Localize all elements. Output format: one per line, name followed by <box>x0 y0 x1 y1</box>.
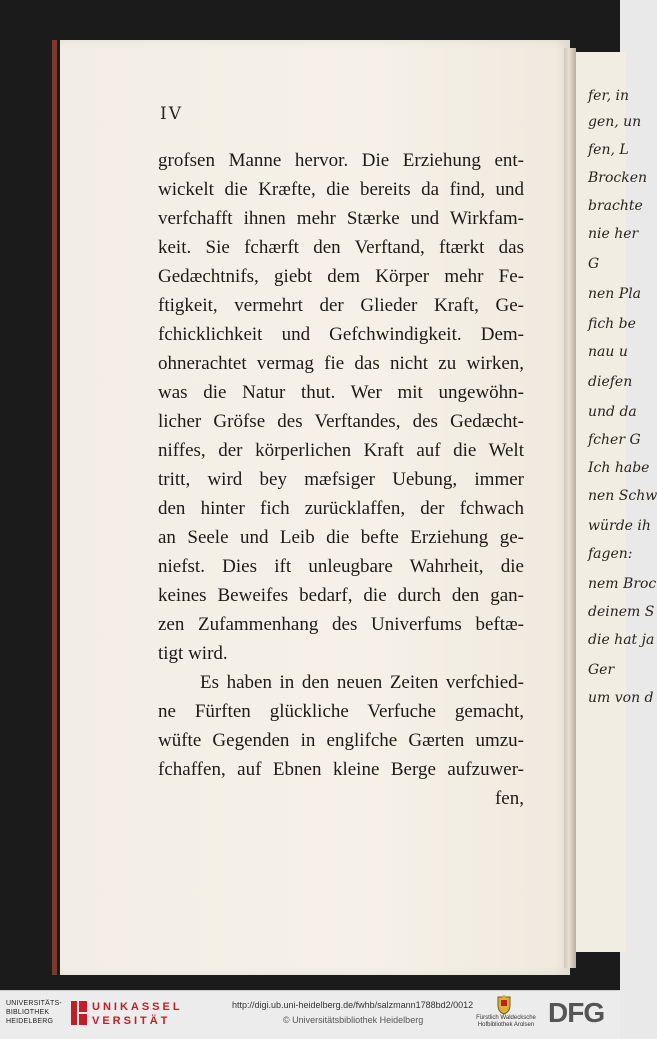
facing-page-fragment: nem Broc <box>588 576 657 592</box>
facing-page-fragment: deinem S <box>588 604 655 620</box>
facing-page-fragment: gen, un <box>588 114 642 130</box>
footer-bar <box>0 990 620 1039</box>
logo-line: BIBLIOTHEK <box>6 1009 50 1016</box>
text-line: niffes, der körperlichen Kraft auf die Welt <box>158 440 524 461</box>
facing-page-fragment: nen Pla <box>588 286 642 302</box>
dfg-logo[interactable]: DFG <box>548 997 605 1028</box>
text-line: keit. Sie fchærft den Verftand, ftærkt das <box>158 237 524 258</box>
text-line: licher Gröfse des Verftandes, des Gedæcht- <box>158 411 524 432</box>
arolsen-library-label <box>476 1015 536 1029</box>
text-line: Gedæchtnifs, giebt dem Körper mehr Fe- <box>158 266 524 287</box>
text-line: grofsen Manne hervor. Die Erziehung ent- <box>158 150 524 171</box>
text-line: niefst. Dies ift unleugbare Wahrheit, die <box>158 556 524 577</box>
logo-line: UNIVERSITÄTS- <box>6 1000 62 1007</box>
facing-page-fragment: nen Schw <box>588 488 657 504</box>
text-line: keines Beweifes bedarf, die durch den gan- <box>158 585 524 606</box>
text-line: zen Zufammenhang des Univerfums beftæ- <box>158 614 524 635</box>
kassel-mark-icon <box>70 999 88 1027</box>
facing-page-fragment: brachte <box>588 198 643 214</box>
facing-page-fragment: Ger <box>588 662 615 678</box>
copyright-notice: © Universitätsbibliothek Heidelberg <box>283 1015 424 1025</box>
facing-page-fragment: und da <box>588 404 637 420</box>
facing-page-fragment: Brocken <box>588 170 648 186</box>
text-line: was die Natur thut. Wer mit ungewöhn- <box>158 382 524 403</box>
facing-page-fragment: fer, in <box>588 88 630 104</box>
heidelberg-library-logo[interactable] <box>6 999 66 1026</box>
text-line: ohnerachtet vermag fie das nicht zu wirken, <box>158 353 524 374</box>
kassel-university-logo[interactable] <box>92 1000 183 1028</box>
facing-page <box>576 52 657 952</box>
text-line: wüfte Gegenden in englifche Gærten umzu- <box>158 730 524 751</box>
facing-page-fragment: fen, L <box>588 142 629 158</box>
facing-page-fragment: diefen <box>588 374 633 390</box>
facing-page-fragment: die hat ja <box>588 632 655 648</box>
text-line: fchaffen, auf Ebnen kleine Berge aufzuwer- <box>158 759 524 780</box>
text-line: Es haben in den neuen Zeiten verfchied- <box>200 672 524 693</box>
coat-of-arms-icon <box>496 995 512 1015</box>
logo-line: HEIDELBERG <box>6 1018 54 1025</box>
page-gutter <box>564 48 576 968</box>
text-line: fen, <box>494 788 524 809</box>
text-line: tritt, wird bey mæfsiger Uebung, immer <box>158 469 524 490</box>
facing-page-fragment: nau u <box>588 344 628 360</box>
facing-page-fragment: G <box>588 256 600 272</box>
text-line: tigt wird. <box>158 643 228 664</box>
text-line: wickelt die Kræfte, die bereits da find, und <box>158 179 524 200</box>
text-line: an Seele und Leib die befte Erziehung ge- <box>158 527 524 548</box>
page-number: IV <box>160 104 183 124</box>
facing-page-fragment: fich be <box>588 316 636 332</box>
crest-line: Hofbibliothek Arolsen <box>477 1022 535 1028</box>
logo-line: UNIKASSEL <box>92 1001 183 1013</box>
permalink-url[interactable]: http://digi.ub.uni-heidelberg.de/fwhb/salzmann1788bd2/0012 <box>232 1000 474 1010</box>
text-line: fchicklichkeit und Gefchwindigkeit. Dem- <box>158 324 524 345</box>
text-line: ne Fürften glückliche Verfuche gemacht, <box>158 701 524 722</box>
facing-page-fragment: fcher G <box>588 432 641 448</box>
text-line: den hinter fich zurücklaffen, der fchwach <box>158 498 524 519</box>
facing-page-fragment: nie her <box>588 226 639 242</box>
facing-page-fragment: würde ih <box>588 518 651 534</box>
book-spine-edge <box>52 40 57 975</box>
facing-page-fragment: fagen: <box>588 546 633 562</box>
text-line: ftigkeit, vermehrt der Glieder Kraft, Ge- <box>158 295 524 316</box>
crest-line: Fürstlich Waldecksche <box>476 1015 536 1021</box>
text-line: verfchafft ihnen mehr Stærke und Wirkfam- <box>158 208 524 229</box>
facing-page-fragment: um von d <box>588 690 654 706</box>
page-text <box>158 146 524 813</box>
facing-page-fragment: Ich habe <box>588 460 650 476</box>
logo-line: VERSITÄT <box>92 1015 171 1027</box>
